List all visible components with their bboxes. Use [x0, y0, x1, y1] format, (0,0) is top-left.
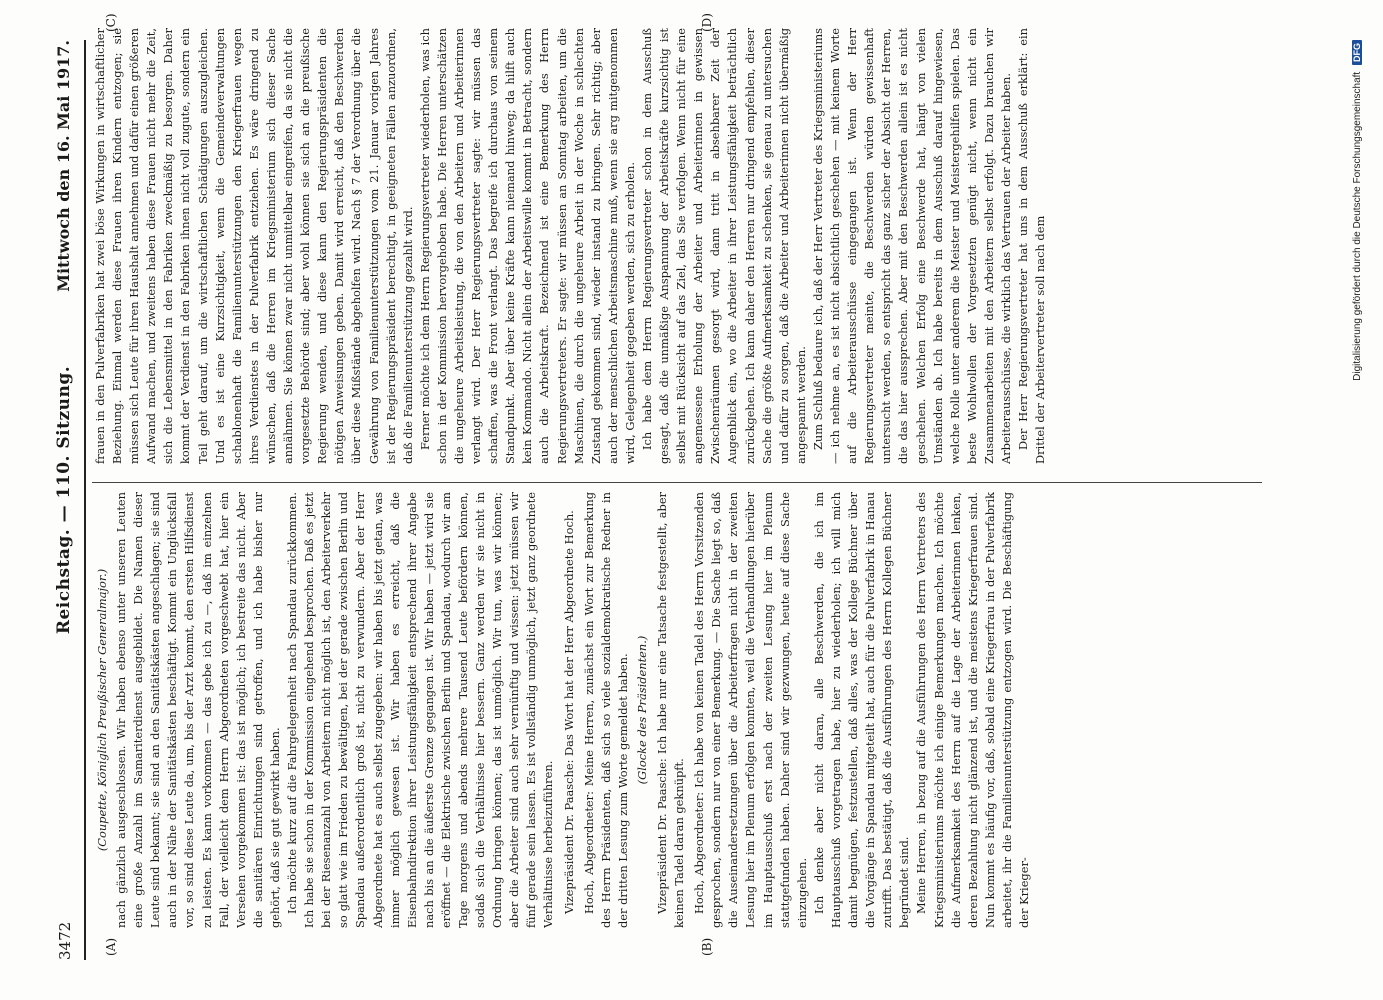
body-paragraph: Ich möchte kurz auf die Fahrgelegenheit nach Spandau zurückkommen. Ich habe sie schon in der Kommission eingehend besprochen. Daß es jetzt bei der Riesenanzahl von Arbeitern nicht möglich ist, den Arbeiterverkehr so glatt wie im Frieden zu bewältigen, bei der gerade zwischen Berlin und Spandau außerordentlich groß ist, nicht zu verwundern. Aber der Herr Abgeordnete hat es auch selbst zugegeben: wir haben bis jetzt getan, was immer möglich gewesen ist. Wir haben es erreicht, daß die Eisenbahndirektion ihrer Leistungsfähigkeit entsprechend ihrer Angabe nach bis an die äußerste Grenze gegangen ist. Wir haben — jetzt wird sie eröffnet — die Elektrische zwischen Berlin und Spandau, wodurch wir am Tage morgens und abends mehrere Tausend Leute befördern können, sodaß sich die Verhältnisse hier bessern. Ganz werden wir sie nicht in Ordnung bringen können; das ist unmöglich. Wir tun, was wir können; aber die Arbeiter sind auch sehr vernünftig und wissen: jetzt müssen wir fünf gerade sein lassen. Es ist vollständig unmöglich, jetzt ganz geordnete Verhältnisse herbeizuführen.: [285, 492, 556, 928]
body-paragraph: Zum Schluß bedaure ich, daß der Herr Vertreter des Kriegsministeriums — ich nehme an, es ist nicht absichtlich geschehen — mit keinem Worte auf die Arbeiterausschüsse eingegangen ist. Wenn der Herr Regierungsvertreter meinte, die Beschwerden würden gewissenhaft untersucht werden, so entspricht das ganz sicher der Absicht der Herren, die das hier aussprechen. Aber mit den Beschwerden allein ist es nicht geschehen. Welchen Erfolg eine Beschwerde hat, hängt von vielen Umständen ab. Ich habe bereits in dem Ausschuß darauf hingewiesen, welche Rolle unter anderem die Meister und Meistergehilfen spielen. Das beste Wohlwollen der Vorgesetzten genügt nicht, wenn nicht ein Zusammenarbeiten mit den Arbeitern selbst erfolgt. Dazu brauchen wir Arbeiterausschüsse, die wirklich das Vertrauen der Arbeiter haben.: [810, 28, 1013, 464]
left-column: [92, 492, 1262, 928]
body-paragraph: Der Herr Regierungsvertreter hat uns in dem Ausschuß erklärt: ein Drittel der Arbeitervertreter soll nach dem: [1016, 28, 1048, 464]
dfg-logo-icon: DFG: [1352, 40, 1362, 65]
president-remark: Vizepräsident Dr. Paasche: Ich habe nur eine Tatsache festgestellt, aber keinen Tadel daran geknüpft.: [655, 492, 687, 928]
speaker-paragraph: Hoch, Abgeordneter: Ich habe von keinen Tadel des Herrn Vorsitzenden gesprochen, sondern nur von einer Bemerkung. — Die Sache liegt so, daß die Auseinandersetzungen über die Arbeiterfragen nicht in der zweiten Lesung hier im Plenum erfolgen konnten, weil die Verhandlungen hierüber im Hauptausschuß erst nach der zweiten Lesung hier im Plenum stattgefunden haben. Daher sind wir gezwungen, heute auf diese Sache einzugehen.: [692, 492, 809, 928]
digitization-note: Digitalisierung gefördert durch die Deutsche Forschungsgemeinschaft: [1352, 71, 1363, 381]
body-paragraph: Meine Herren, in bezug auf die Ausführungen des Herrn Vertreters des Kriegsministeriums möchte ich einige Bemerkungen machen. Ich möchte die Aufmerksamkeit des Herrn auf die Lage der Arbeiterinnen lenken, deren Bezahlung nicht glänzend ist, und die meistens Kriegerfrauen sind. Nun kommt es häufig vor, daß, sobald eine Kriegerfrau in der Pulverfabrik arbeitet, ihr die Familienunterstützung entzogen wird. Die Beschäftigung der Krieger-: [914, 492, 1031, 928]
body-paragraph: Ferner möchte ich dem Herrn Regierungsvertreter wiederholen, was ich schon in der Kommission hervorgehoben habe. Die Herren unterschätzen die ungeheure Arbeitsleistung, die von den Arbeitern und Arbeiterinnen verlangt wird. Der Herr Regierungsvertreter sagte: wir müssen das schaffen, was die Front verlangt. Das begreife ich durchaus von seinem Standpunkt. Aber über keine Kräfte kann niemand hinweg; da hilft auch kein Kommando. Nicht allein der Arbeitswille kommt in Betracht, sondern auch die Arbeitskraft. Bezeichnend ist eine Bemerkung des Herrn Regierungsvertreters. Er sagte: wir müssen an Sonntag arbeiten, um die Maschinen, die durch die ungeheure Arbeit in der Woche in schlechten Zustand gekommen sind, wieder instand zu bringen. Sehr richtig; aber auch der menschlichen Arbeitsmaschine muß, wenn sie arg mitgenommen wird, Gelegenheit gegeben werden, sich zu erholen.: [417, 28, 637, 464]
speaker-label: (Coupette, Königlich Preußischer Generalmajor.): [95, 568, 109, 852]
margin-marker-d: (D): [700, 13, 714, 32]
right-column: [92, 28, 1262, 464]
column-divider: [92, 482, 1262, 483]
speaker-paragraph: Hoch, Abgeordneter: Meine Herren, zunächst ein Wort zur Bemerkung des Herrn Präsidenten, daß sich so viele sozialdemokratische Redner in der dritten Lesung zum Worte gemeldet haben.: [581, 492, 630, 928]
body-paragraph: Ich habe dem Herrn Regierungsvertreter schon in dem Ausschuß gesagt, daß die unmäßige Anspannung der Arbeitskräfte kurzsichtig ist selbst mit Rücksicht auf das Ziel, das Sie verfolgen. Wenn nicht für eine angemessene Erholung der Arbeiter und Arbeiterinnen in gewissen Zwischenräumen gesorgt wird, dann tritt in absehbarer Zeit der Augenblick ein, wo die Arbeiter in ihrer Leistungsfähigkeit beträchtlich zurückgehen. Ich kann daher den Herren nur dringend empfehlen, dieser Sache die größte Aufmerksamkeit zu schenken, sie genau zu untersuchen und dafür zu sorgen, daß die Arbeiter und Arbeiterinnen nicht übermäßig angespannt werden.: [640, 28, 808, 464]
bell-note: (Glocke des Präsidenten.): [634, 635, 649, 785]
header-rule: [84, 40, 86, 960]
dfg-credit: [1352, 40, 1363, 381]
president-remark: Vizepräsident Dr. Paasche: Das Wort hat der Herr Abgeordnete Hoch.: [561, 510, 576, 914]
page-header: [52, 40, 82, 960]
running-title: Reichstag. — 110. Sitzung.: [54, 365, 74, 635]
session-date: Mittwoch den 16. Mai 1917.: [54, 40, 73, 292]
page-number: 3472: [56, 921, 74, 960]
margin-marker-c: (C): [104, 13, 118, 32]
margin-marker-a: (A): [104, 937, 118, 956]
page-footer: [1343, 40, 1363, 960]
margin-marker-b: (B): [700, 937, 714, 956]
body-paragraph: Ich denke aber nicht daran, alle Beschwerden, die ich im Hauptausschuß vorgetragen habe, hier zu wiederholen; ich will mich damit begnügen, festzustellen, daß alles, was der Kollege Büchner über die Vorgänge in Spandau mitgeteilt hat, auch für die Pulverfabrik in Hanau zutrifft. Das bestätigt, daß die Ausführungen des Herrn Kollegen Büchner begründet sind.: [811, 492, 912, 928]
body-paragraph: nach gänzlich ausgeschlossen. Wir haben ebenso unter unseren Leuten eine große Anzahl im Samariterdienst ausgebildet. Die Namen dieser Leute sind bekannt; sie sind an den Sanitätskästen angeschlagen; sie sind auch in der Nähe der Sanitätskästen beschäftigt. Kommt ein Unglücksfall vor, so sind diese Leute da, um, bis der Arzt kommt, den ersten Hilfsdienst zu leisten. Es kann vorkommen — das gebe ich zu —, daß im einzelnen Fall, der vielleicht dem Herrn Abgeordneten vorgeschwebt hat, hier ein Versehen vorgekommen ist: das ist möglich; ich bestreite das nicht. Aber die sanitären Einrichtungen sind getroffen, und ich habe bisher nur gehört, daß sie gut gewirkt haben.: [114, 492, 282, 928]
body-paragraph: frauen in den Pulverfabriken hat zwei böse Wirkungen in wirtschaftlicher Beziehung. Einmal werden diese Frauen ihren Kindern entzogen; sie müssen sich Leute für ihren Haushalt annehmen und dafür einen größeren Aufwand machen, und zweitens haben diese Frauen nicht mehr die Zeit, sich die Lebensmittel in den Fabriken zweckmäßig zu besorgen. Daher kommt der Verdienst in den Fabriken ihnen nicht voll zugute, sondern ein Teil geht darauf, um die wirtschaftlichen Schädigungen auszugleichen. Und es ist eine Kurzsichtigkeit, wenn die Gemeindeverwaltungen schablonenhaft die Familienunterstützungen den Kriegerfrauen wegen ihres Verdienstes in der Pulverfabrik entziehen. Es wäre dringend zu wünschen, daß die Herren im Kriegsministerium sich dieser Sache annähmen. Sie können zwar nicht unmittelbar eingreifen, da sie nicht die vorgesetzte Behörde sind; aber wohl können sie sich an die preußische Regierung wenden, und diese kann den Regierungspräsidenten die nötigen Anweisungen geben. Damit wird erreicht, daß den Beschwerden über diese Mißstände abgeholfen wird. Nach § 7 der Verordnung über die Gewährung von Familienunterstützungen vom 21. Januar vorigen Jahres ist der Regierungspräsident berechtigt, in geeigneten Fällen anzuordnen, daß die Familienunterstützung gezahlt wird.: [93, 28, 415, 464]
